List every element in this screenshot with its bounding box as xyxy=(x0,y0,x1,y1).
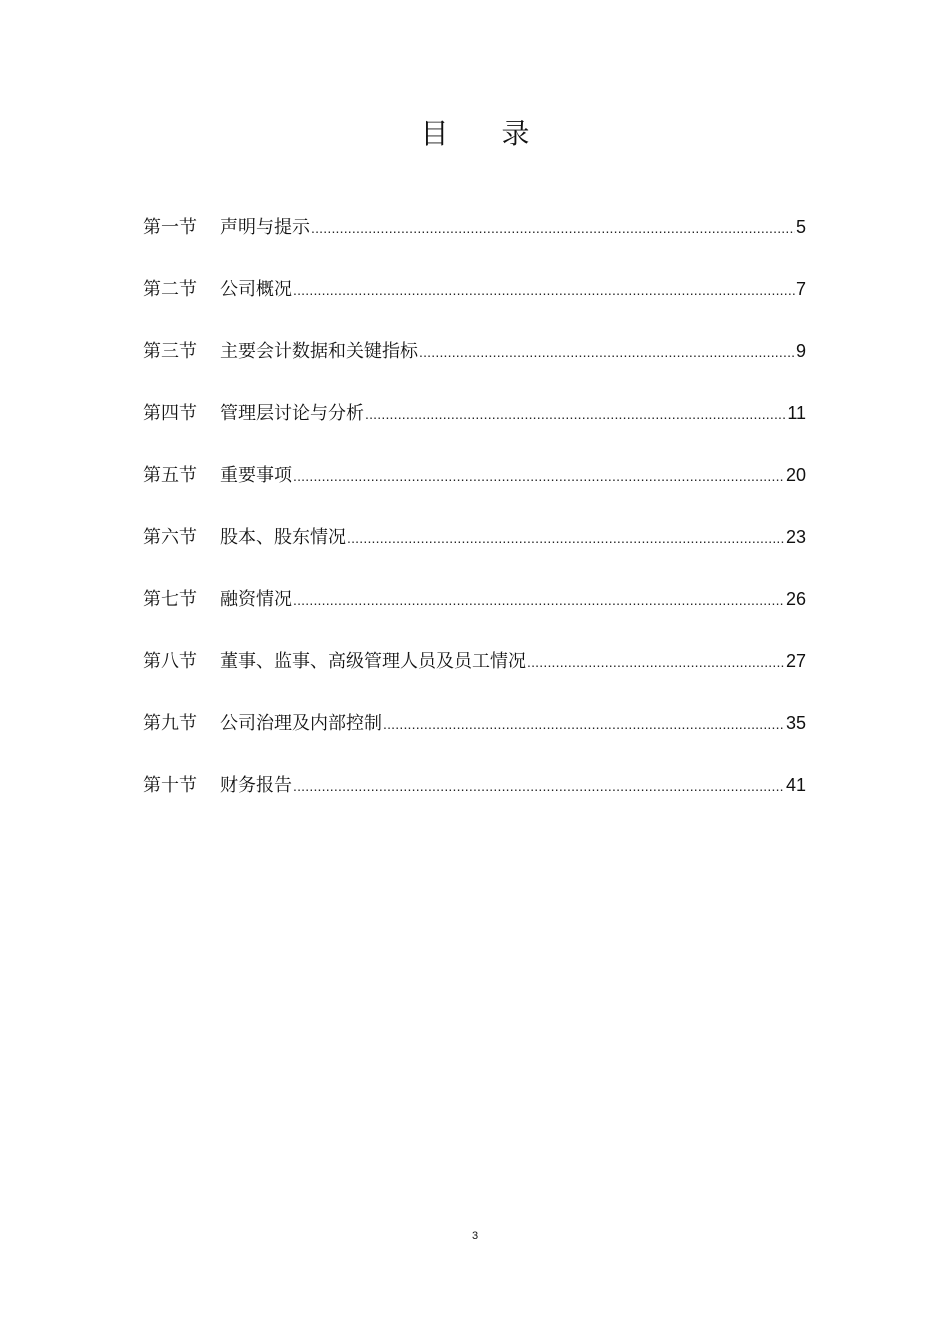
toc-section-title: 董事、监事、高级管理人员及员工情况 xyxy=(220,651,526,672)
toc-page-number: 5 xyxy=(795,217,806,237)
toc-page-number: 9 xyxy=(795,341,806,361)
toc-page-number: 41 xyxy=(785,775,806,795)
toc-entry[interactable] xyxy=(143,335,806,397)
toc-entry[interactable] xyxy=(143,397,806,459)
toc-section-number: 第九节 xyxy=(143,713,197,734)
toc-section-title: 声明与提示 xyxy=(220,217,310,238)
toc-section-title: 主要会计数据和关键指标 xyxy=(220,341,418,362)
toc-entry[interactable] xyxy=(143,769,806,831)
dot-leader xyxy=(365,398,786,430)
toc-section-number: 第十节 xyxy=(143,775,197,796)
toc-section-number: 第一节 xyxy=(143,217,197,238)
toc-page-number: 27 xyxy=(785,651,806,671)
toc-entry[interactable] xyxy=(143,645,806,707)
dot-leader xyxy=(311,212,795,244)
toc-page-number: 20 xyxy=(785,465,806,485)
toc-section-title: 公司治理及内部控制 xyxy=(220,713,382,734)
toc-entry[interactable] xyxy=(143,707,806,769)
toc-page-number: 23 xyxy=(785,527,806,547)
dot-leader xyxy=(293,770,785,802)
toc-section-title: 重要事项 xyxy=(220,465,292,486)
dot-leader xyxy=(293,584,785,616)
toc-page-number: 11 xyxy=(787,403,806,423)
toc-section-number: 第七节 xyxy=(143,589,197,610)
toc-entry[interactable] xyxy=(143,459,806,521)
toc-entry[interactable] xyxy=(143,583,806,645)
toc-section-number: 第四节 xyxy=(143,403,197,424)
page-footer-number: 3 xyxy=(471,1230,479,1242)
dot-leader xyxy=(383,708,785,740)
toc-section-title: 管理层讨论与分析 xyxy=(220,403,364,424)
dot-leader xyxy=(293,274,795,306)
toc-section-title: 公司概况 xyxy=(220,279,292,300)
dot-leader xyxy=(293,460,785,492)
toc-entry[interactable] xyxy=(143,211,806,273)
toc-section-title: 融资情况 xyxy=(220,589,292,610)
toc-entry[interactable] xyxy=(143,521,806,583)
page-title: 目 录 xyxy=(420,117,552,150)
toc-page-number: 7 xyxy=(795,279,806,299)
toc-section-title: 财务报告 xyxy=(220,775,292,796)
dot-leader xyxy=(419,336,795,368)
toc-section-number: 第五节 xyxy=(143,465,197,486)
toc-section-number: 第六节 xyxy=(143,527,197,548)
toc-page-number: 26 xyxy=(785,589,806,609)
toc-section-number: 第三节 xyxy=(143,341,197,362)
toc-section-number: 第二节 xyxy=(143,279,197,300)
toc-section-title: 股本、股东情况 xyxy=(220,527,346,548)
toc-entry[interactable] xyxy=(143,273,806,335)
dot-leader xyxy=(527,646,785,678)
dot-leader xyxy=(347,522,785,554)
toc-page-number: 35 xyxy=(785,713,806,733)
table-of-contents xyxy=(143,211,806,831)
toc-section-number: 第八节 xyxy=(143,651,197,672)
